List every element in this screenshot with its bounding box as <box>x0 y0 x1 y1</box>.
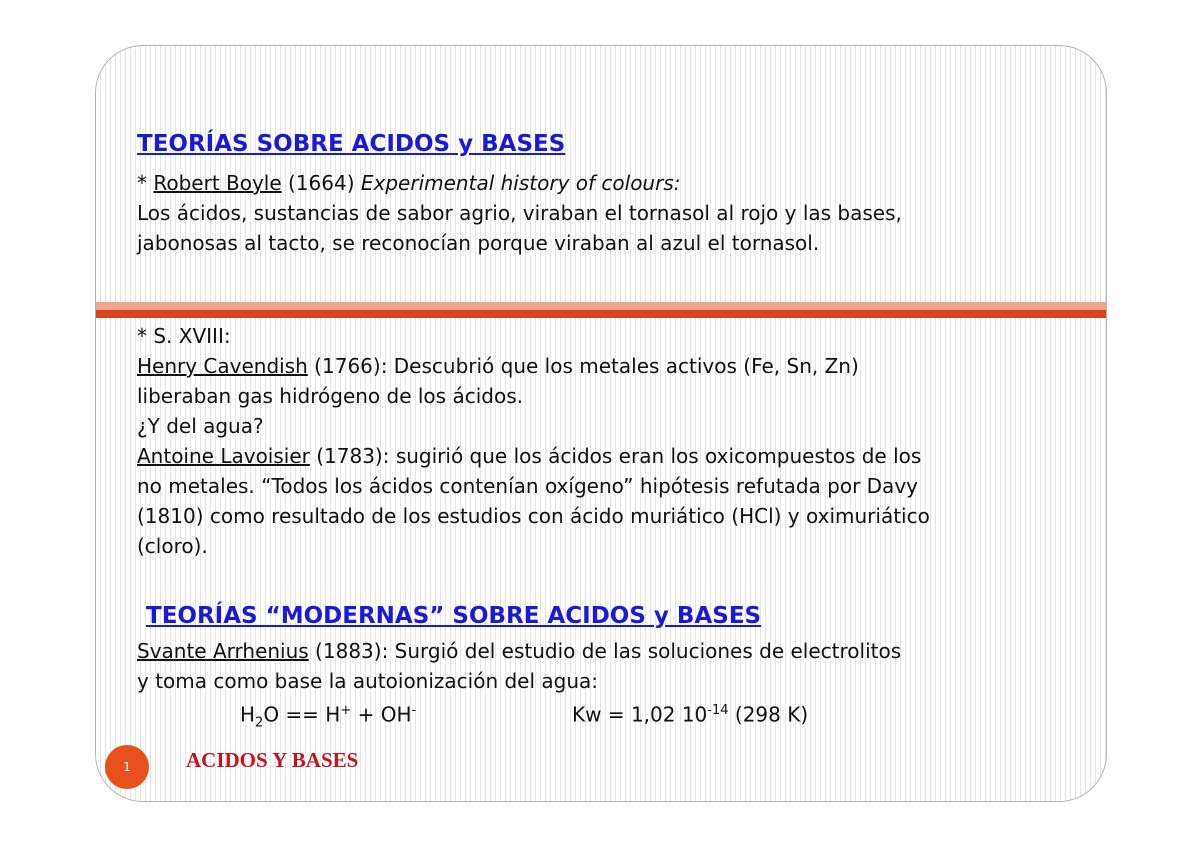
water-question: ¿Y del agua? <box>137 414 264 438</box>
cavendish-text: (1766): Descubrió que los metales activos (Fe, Sn, Zn) <box>307 354 859 378</box>
arrhenius-cont: y toma como base la autoionización del agua: <box>137 669 599 693</box>
lavoisier-cont: (1810) como resultado de los estudios con ácido muriático (HCl) y oximuriático <box>137 504 930 528</box>
section1-line: Los ácidos, sustancias de sabor agrio, viraban el tornasol al rojo y las bases, <box>137 201 902 225</box>
boyle-line <box>137 168 902 198</box>
century-label: * S. XVIII: <box>137 324 231 348</box>
boyle-name: Robert Boyle <box>153 171 282 195</box>
boyle-year: (1664) <box>281 171 361 195</box>
divider-bar-dark <box>96 310 1106 318</box>
section1-line: jabonosas al tacto, se reconocían porque viraban al azul el tornasol. <box>137 231 820 255</box>
arrhenius-line <box>137 636 901 666</box>
section3-heading: TEORÍAS “MODERNAS” SOBRE ACIDOS y BASES <box>146 603 762 629</box>
arrhenius-text: (1883): Surgió del estudio de las soluciones de electrolitos <box>308 639 902 663</box>
divider-bar-light <box>96 302 1106 310</box>
water-ionization-formula <box>137 696 901 731</box>
bullet-star: * <box>137 171 154 195</box>
cavendish-line <box>137 351 930 381</box>
cavendish-cont: liberaban gas hidrógeno de los ácidos. <box>137 384 523 408</box>
section3-body <box>137 636 902 731</box>
arrhenius-name: Svante Arrhenius <box>137 639 309 663</box>
equilibrium-equation: $H_2O == H^+ + OH^-$ <box>240 702 417 731</box>
section2-body <box>137 321 930 561</box>
cavendish-name: Henry Cavendish <box>137 354 308 378</box>
slide-number-badge: 1 <box>105 745 149 789</box>
kw-constant: Kw = 1,02 $10^{-14}$ (298 K) <box>572 702 809 727</box>
boyle-work: Experimental history of colours: <box>360 171 681 195</box>
lavoisier-cont: no metales. “Todos los ácidos contenían oxígeno” hipótesis refutada por Davy <box>137 474 918 498</box>
section1-heading: TEORÍAS SOBRE ACIDOS y BASES <box>137 131 566 157</box>
lavoisier-name: Antoine Lavoisier <box>137 444 310 468</box>
lavoisier-cont: (cloro). <box>137 534 208 558</box>
lavoisier-text: (1783): sugirió que los ácidos eran los oxicompuestos de los <box>309 444 922 468</box>
lavoisier-line <box>137 441 930 471</box>
footer-title: ACIDOS Y BASES <box>186 748 359 772</box>
section1-body <box>137 168 902 258</box>
